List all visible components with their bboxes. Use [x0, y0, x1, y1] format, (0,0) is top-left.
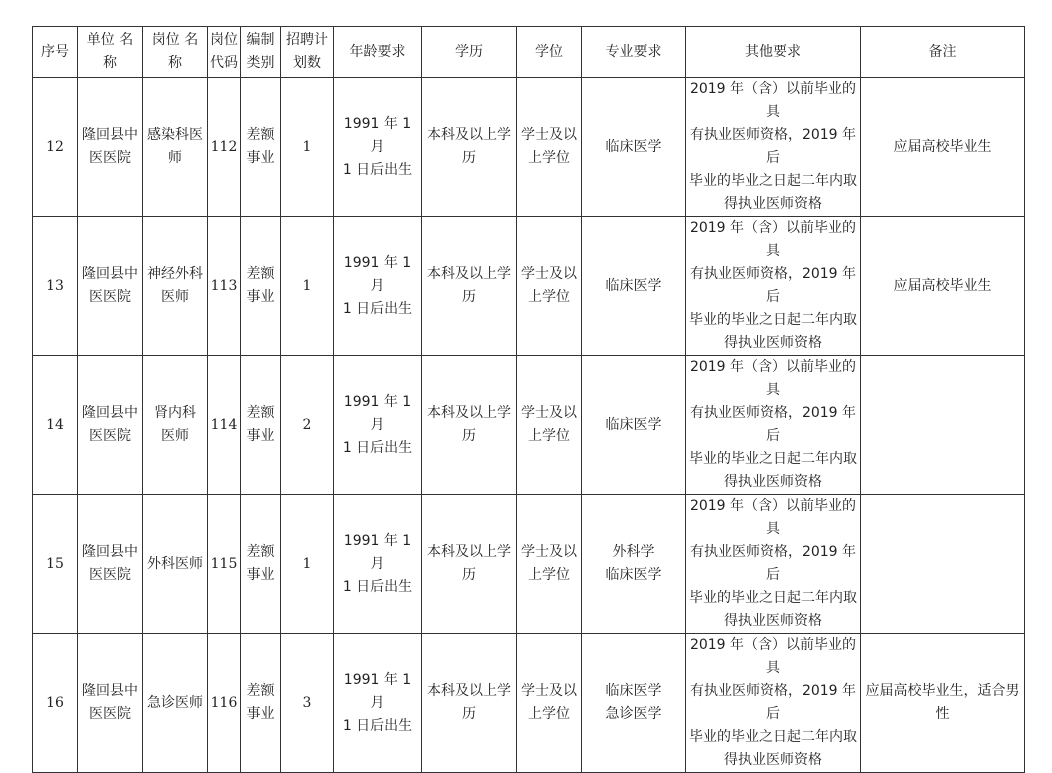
cell-count: 1: [281, 217, 334, 356]
cell-count: 3: [281, 634, 334, 773]
cell-count: 1: [281, 78, 334, 217]
cell-other: 2019 年（含）以前毕业的具 有执业医师资格，2019 年后 毕业的毕业之日起二年内取 得执业医师资格: [686, 634, 861, 773]
header-cell-degree: 学位: [517, 27, 582, 78]
cell-post: 肾内科 医师: [143, 356, 208, 495]
cell-post: 急诊医师: [143, 634, 208, 773]
table-row: [33, 217, 1025, 356]
cell-major: 临床医学 急诊医学: [582, 634, 686, 773]
cell-type: 差额 事业: [241, 356, 281, 495]
header-cell-no: 序号: [33, 27, 78, 78]
cell-post: 外科医师: [143, 495, 208, 634]
header-cell-unit: 单位 名称: [78, 27, 143, 78]
cell-no: 14: [33, 356, 78, 495]
cell-edu: 本科及以上学 历: [422, 78, 517, 217]
header-cell-code: 岗位 代码: [208, 27, 241, 78]
header-row: [33, 27, 1025, 78]
cell-age: 1991 年 1 月 1 日后出生: [334, 78, 422, 217]
cell-other: 2019 年（含）以前毕业的具 有执业医师资格，2019 年后 毕业的毕业之日起二年内取 得执业医师资格: [686, 78, 861, 217]
header-cell-count: 招聘计 划数: [281, 27, 334, 78]
table-row: [33, 634, 1025, 773]
cell-post: 神经外科 医师: [143, 217, 208, 356]
cell-unit: 隆回县中 医医院: [78, 634, 143, 773]
header-cell-edu: 学历: [422, 27, 517, 78]
cell-type: 差额 事业: [241, 78, 281, 217]
cell-note: 应届高校毕业生: [861, 78, 1025, 217]
cell-age: 1991 年 1 月 1 日后出生: [334, 634, 422, 773]
cell-unit: 隆回县中 医医院: [78, 217, 143, 356]
cell-no: 13: [33, 217, 78, 356]
cell-unit: 隆回县中 医医院: [78, 495, 143, 634]
cell-edu: 本科及以上学 历: [422, 356, 517, 495]
cell-edu: 本科及以上学 历: [422, 634, 517, 773]
cell-other: 2019 年（含）以前毕业的具 有执业医师资格，2019 年后 毕业的毕业之日起二年内取 得执业医师资格: [686, 495, 861, 634]
cell-other: 2019 年（含）以前毕业的具 有执业医师资格，2019 年后 毕业的毕业之日起二年内取 得执业医师资格: [686, 217, 861, 356]
table-row: [33, 78, 1025, 217]
cell-no: 15: [33, 495, 78, 634]
cell-major: 临床医学: [582, 356, 686, 495]
header-cell-type: 编制 类别: [241, 27, 281, 78]
header-cell-other: 其他要求: [686, 27, 861, 78]
cell-unit: 隆回县中 医医院: [78, 356, 143, 495]
cell-post: 感染科医 师: [143, 78, 208, 217]
cell-code: 113: [208, 217, 241, 356]
recruitment-table: [32, 26, 1025, 773]
cell-code: 114: [208, 356, 241, 495]
cell-unit: 隆回县中 医医院: [78, 78, 143, 217]
cell-type: 差额 事业: [241, 634, 281, 773]
cell-edu: 本科及以上学 历: [422, 495, 517, 634]
header-cell-note: 备注: [861, 27, 1025, 78]
header-cell-major: 专业要求: [582, 27, 686, 78]
table-row: [33, 356, 1025, 495]
cell-degree: 学士及以 上学位: [517, 217, 582, 356]
table-body: [33, 78, 1025, 773]
cell-major: 临床医学: [582, 78, 686, 217]
cell-edu: 本科及以上学 历: [422, 217, 517, 356]
cell-degree: 学士及以 上学位: [517, 78, 582, 217]
table-row: [33, 495, 1025, 634]
header-cell-post: 岗位 名称: [143, 27, 208, 78]
cell-code: 115: [208, 495, 241, 634]
cell-count: 1: [281, 495, 334, 634]
cell-degree: 学士及以 上学位: [517, 356, 582, 495]
cell-no: 16: [33, 634, 78, 773]
cell-major: 临床医学: [582, 217, 686, 356]
cell-code: 112: [208, 78, 241, 217]
cell-note: 应届高校毕业生: [861, 217, 1025, 356]
cell-note: [861, 356, 1025, 495]
cell-age: 1991 年 1 月 1 日后出生: [334, 217, 422, 356]
header-cell-age: 年龄要求: [334, 27, 422, 78]
cell-type: 差额 事业: [241, 495, 281, 634]
cell-age: 1991 年 1 月 1 日后出生: [334, 495, 422, 634]
cell-note: [861, 495, 1025, 634]
cell-degree: 学士及以 上学位: [517, 495, 582, 634]
cell-no: 12: [33, 78, 78, 217]
cell-count: 2: [281, 356, 334, 495]
cell-age: 1991 年 1 月 1 日后出生: [334, 356, 422, 495]
cell-major: 外科学 临床医学: [582, 495, 686, 634]
cell-type: 差额 事业: [241, 217, 281, 356]
cell-note: 应届高校毕业生，适合男 性: [861, 634, 1025, 773]
cell-other: 2019 年（含）以前毕业的具 有执业医师资格，2019 年后 毕业的毕业之日起二年内取 得执业医师资格: [686, 356, 861, 495]
cell-degree: 学士及以 上学位: [517, 634, 582, 773]
cell-code: 116: [208, 634, 241, 773]
